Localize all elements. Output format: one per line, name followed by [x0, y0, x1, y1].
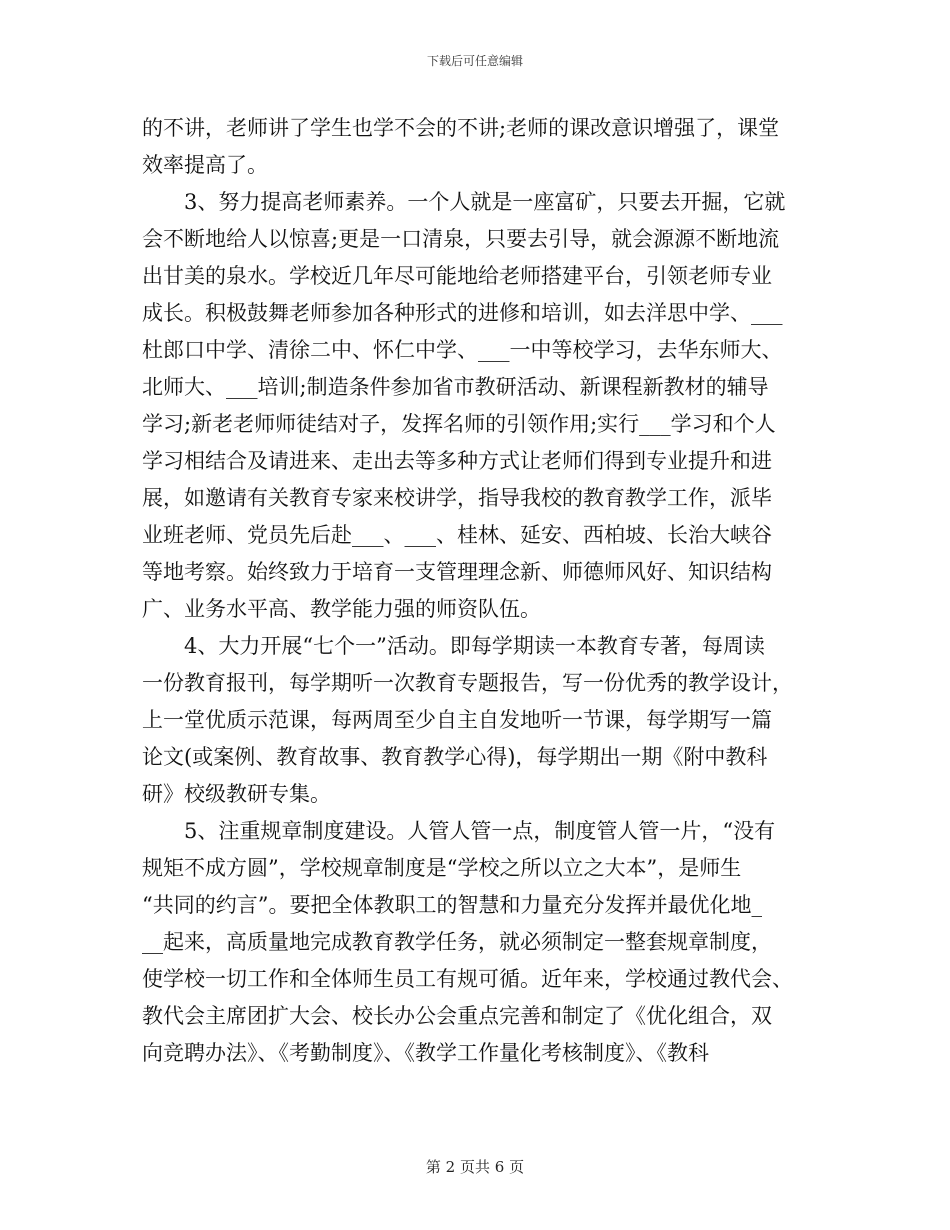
- text-line: 规矩不成方圆”，学校规章制度是“学校之所以立之大本”，是师生: [142, 856, 742, 880]
- text-line: 会不断地给人以惊喜;更是一口清泉，只要去引导，就会源源不断地流: [142, 227, 780, 251]
- text-line: 展，如邀请有关教育专家来校讲学，指导我校的教育教学工作，派毕: [142, 486, 772, 510]
- text-line: 研》校级教研专集。: [142, 782, 331, 806]
- text-line: __起来，高质量地完成教育教学任务，就必须制定一整套规章制度，: [142, 930, 772, 954]
- text-line: 教代会主席团扩大会、校长办公会重点完善和制定了《优化组合，双: [142, 1004, 772, 1028]
- page-number: 第 2 页共 6 页: [425, 1158, 525, 1176]
- text-line: 3、努力提高老师素养。一个人就是一座富矿，只要去开掘，它就: [184, 190, 786, 214]
- document-body: [142, 110, 808, 1072]
- text-line: 北师大、___培训;制造条件参加省市教研活动、新课程新教材的辅导: [142, 375, 769, 399]
- text-line: 学习相结合及请进来、走出去等多种方式让老师们得到专业提升和进: [142, 449, 772, 473]
- text-line: 出甘美的泉水。学校近几年尽可能地给老师搭建平台，引领老师专业: [142, 264, 772, 288]
- text-line: 成长。积极鼓舞老师参加各种形式的进修和培训，如去洋思中学、___: [142, 301, 783, 325]
- page-header: 下载后可任意编辑: [426, 54, 523, 68]
- text-line: 广、业务水平高、教学能力强的师资队伍。: [142, 597, 541, 621]
- text-line: 学习;新老老师师徒结对子，发挥名师的引领作用;实行___学习和个人: [142, 412, 776, 436]
- text-line: 等地考察。始终致力于培育一支管理理念新、师德师风好、知识结构: [142, 560, 772, 584]
- text-line: 业班老师、党员先后赴___、___、桂林、延安、西柏坡、长治大峡谷: [142, 523, 772, 547]
- text-line: “共同的约言”。要把全体教职工的智慧和力量充分发挥并最优化地_: [142, 893, 762, 917]
- text-line: 4、大力开展“七个一”活动。即每学期读一本教育专著，每周读: [184, 634, 765, 658]
- text-line: 论文(或案例、教育故事、教育教学心得)，每学期出一期《附中教科: [142, 745, 768, 769]
- text-line: 5、注重规章制度建设。人管人管一点，制度管人管一片，“没有: [184, 819, 776, 843]
- text-line: 效率提高了。: [142, 153, 268, 177]
- text-line: 上一堂优质示范课，每两周至少自主自发地听一节课，每学期写一篇: [142, 708, 772, 732]
- text-line: 一份教育报刊，每学期听一次教育专题报告，写一份优秀的教学设计，: [142, 671, 793, 695]
- text-line: 向竞聘办法》、《考勤制度》、《教学工作量化考核制度》、《教科: [142, 1041, 709, 1065]
- text-line: 使学校一切工作和全体师生员工有规可循。近年来，学校通过教代会、: [142, 967, 793, 991]
- text-line: 杜郎口中学、清徐二中、怀仁中学、___一中等校学习，去华东师大、: [142, 338, 783, 362]
- text-line: 的不讲，老师讲了学生也学不会的不讲;老师的课改意识增强了，课堂: [142, 116, 780, 140]
